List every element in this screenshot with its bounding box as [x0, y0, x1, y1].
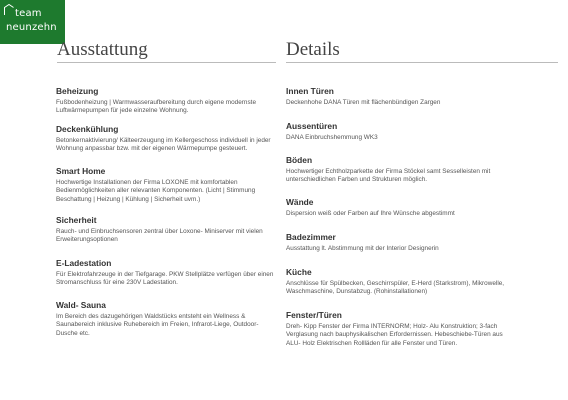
section-waende — [286, 197, 536, 218]
section-heading: E-Ladestation — [56, 258, 112, 268]
section-innen-tueren — [286, 86, 536, 107]
section-sicherheit — [56, 215, 274, 245]
section-text: Anschlüsse für Spülbecken, Geschirrspüler, E-Herd (Starkstrom), Mikrowelle, Waschmaschine, Dunstabzug. (Rohinstallationen) — [286, 280, 505, 296]
logo-line-team: team — [15, 8, 42, 19]
section-text: DANA Einbruchshemmung WK3 — [286, 134, 378, 141]
details-title: Details — [286, 39, 340, 60]
ausstattung-title: Ausstattung — [57, 39, 148, 60]
section-wald-sauna — [56, 300, 270, 338]
section-boeden — [286, 155, 536, 185]
house-icon — [4, 4, 14, 16]
section-text: Für Elektrofahrzeuge in der Tiefgarage. PKW Stellplätze verfügen über einen Stromanschluss für eine 230V Ladestation. — [56, 271, 274, 287]
section-text: Fußbodenheizung | Warmwasseraufbereitung durch eigene modernste Luftwärmepumpen für jede einzelne Wohnung. — [56, 99, 257, 115]
section-text: Betonkernaktivierung/ Kälteerzeugung im Kellergeschoss individuell in jeder Wohnung anpassbar bzw. mit der eigenen Wärmepumpe gesteuert. — [56, 137, 271, 153]
section-heading: Fenster/Türen — [286, 310, 342, 320]
right-divider — [286, 62, 558, 63]
section-text: Dispersion weiß oder Farben auf Ihre Wünsche abgestimmt — [286, 210, 455, 217]
section-beheizung — [56, 86, 274, 116]
section-heading: Badezimmer — [286, 232, 336, 242]
section-heading: Wald- Sauna — [56, 300, 106, 310]
section-heading: Aussentüren — [286, 121, 338, 131]
section-text: Rauch- und Einbruchsensoren zentral über Loxone- Miniserver mit vielen Erweiterungsoptionen — [56, 228, 263, 244]
section-heading: Deckenkühlung — [56, 124, 119, 134]
section-heading: Beheizung — [56, 86, 99, 96]
section-heading: Böden — [286, 155, 313, 165]
section-heading: Sicherheit — [56, 215, 97, 225]
section-text: Deckenhohe DANA Türen mit flächenbündigen Zargen — [286, 99, 441, 106]
logo-line-neunzehn: neunzehn — [6, 22, 57, 33]
section-text: Im Bereich des dazugehörigen Waldstücks entsteht ein Wellness & Saunabereich inklusive Ruhebereich im Freien, Infrarot-Liege, Outdoor-Dusche etc. — [56, 313, 259, 337]
section-text: Hochwertige Installationen der Firma LOXONE mit komfortablen Bedienmöglichkeiten aller relevanten Komponenten. (Licht | Stimmung Beschattung | Heizung | Kühlung | Sicherheit uvm.) — [56, 179, 256, 203]
section-text: Dreh- Kipp Fenster der Firma INTERNORM; Holz- Alu Konstruktion; 3-fach Verglasung nach bauphysikalischen Erfordernissen. Hebeschiebe-Türen aus ALU- Holz Elektrischen Rollläden für alle Fenster und Türen. — [286, 323, 503, 347]
section-badezimmer — [286, 232, 536, 253]
section-text: Hochwertiger Echtholzparkette der Firma Stöckel samt Sesselleisten mit unterschiedlichen Farben und Strukturen möglich. — [286, 168, 491, 184]
section-e-ladestation — [56, 258, 282, 288]
left-divider — [57, 62, 276, 63]
section-aussentueren — [286, 121, 536, 142]
section-text: Ausstattung lt. Abstimmung mit der Interior Designerin — [286, 245, 439, 252]
section-heading: Wände — [286, 197, 314, 207]
team-neunzehn-logo — [0, 0, 65, 44]
section-fenster-tueren — [286, 310, 518, 348]
section-heading: Smart Home — [56, 166, 106, 176]
section-heading: Küche — [286, 267, 312, 277]
section-kueche — [286, 267, 536, 297]
section-deckenkuehlung — [56, 124, 276, 154]
section-heading: Innen Türen — [286, 86, 334, 96]
section-smart-home — [56, 166, 274, 204]
